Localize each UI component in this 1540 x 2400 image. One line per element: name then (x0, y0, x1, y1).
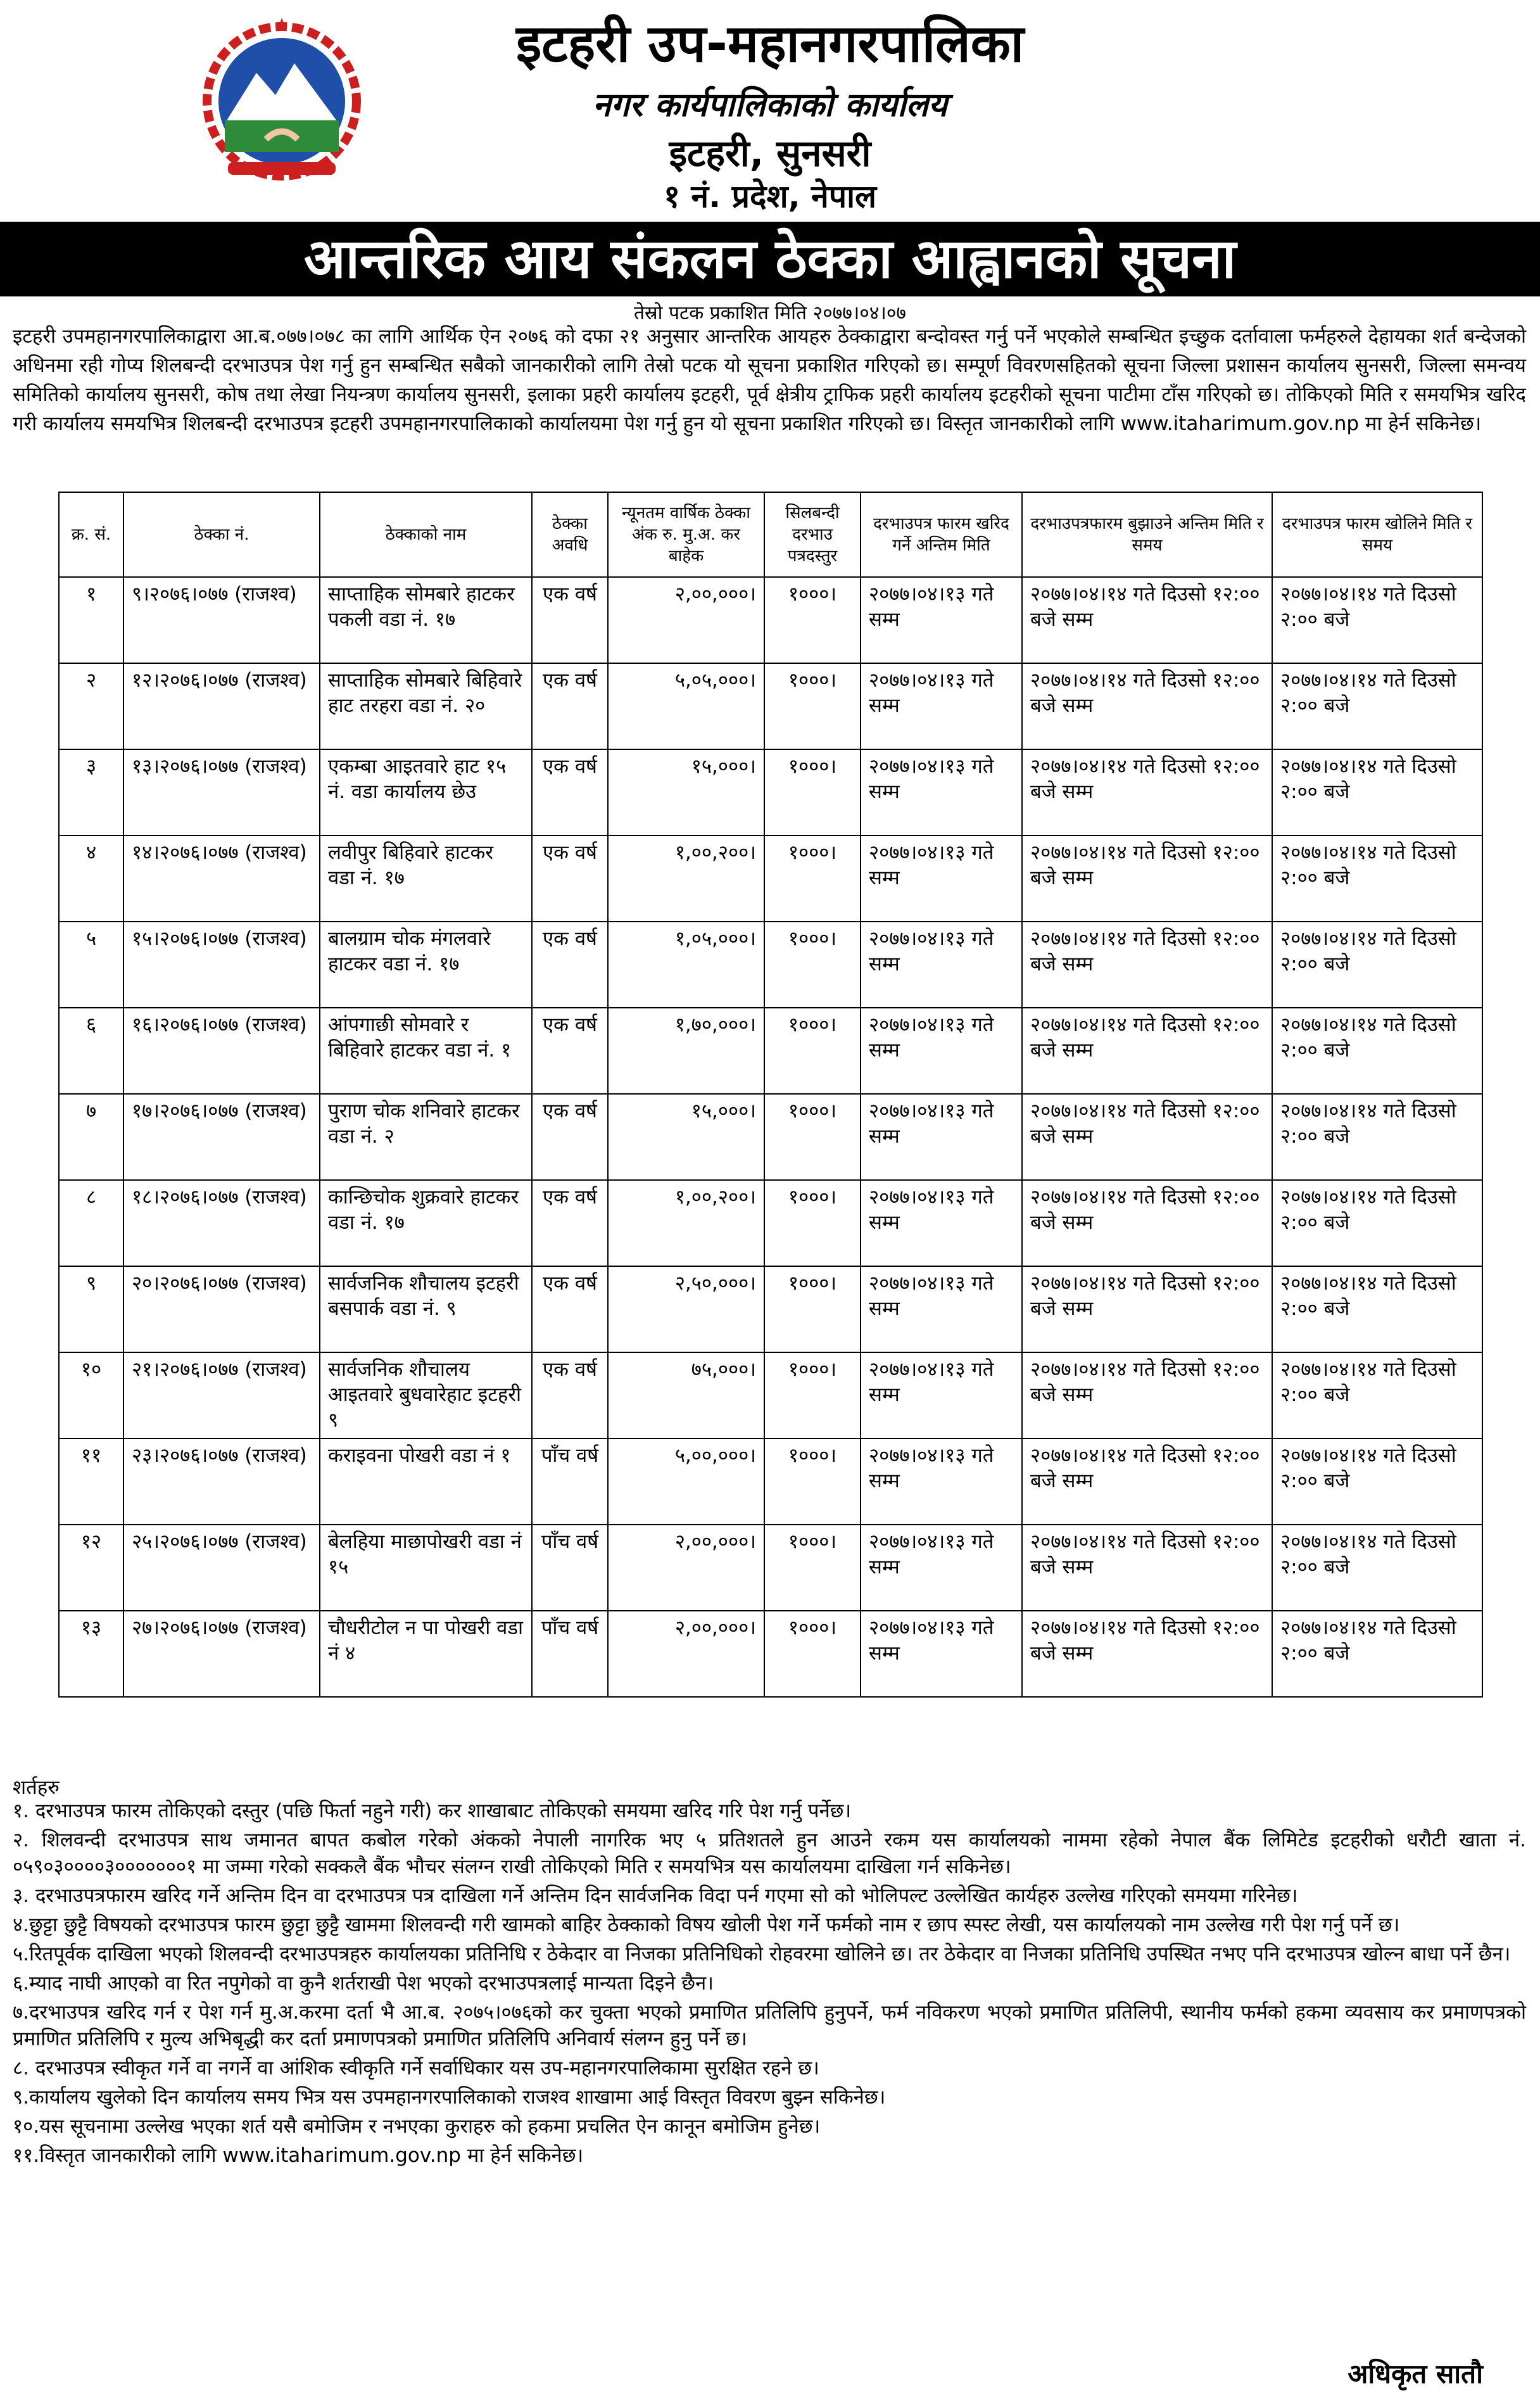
cell-contract-name: सार्वजनिक शौचालय आइतवारे बुधवारेहाट इटहरी ९ (320, 1352, 532, 1438)
cell-contract-name: सार्वजनिक शौचालय इटहरी बसपार्क वडा नं. ९ (320, 1266, 532, 1352)
cell-serial: ६ (59, 1008, 123, 1094)
cell-min-amount: १,०५,०००। (608, 922, 764, 1008)
cell-serial: १३ (59, 1611, 123, 1697)
term-item: ९.कार्यालय खुलेको दिन कार्यालय समय भित्र यस उपमहानगरपालिकाको राजश्व शाखामा आई विस्तृत विवरण बुझ्न सकिनेछ। (13, 2086, 886, 2109)
cell-serial: ४ (59, 835, 123, 922)
header-period: ठेक्का अवधि (532, 492, 608, 577)
cell-serial: ११ (59, 1438, 123, 1525)
cell-submit-date: २०७७।०४।१४ गते दिउसो १२:०० बजे सम्म (1022, 1180, 1272, 1266)
cell-submit-date: २०७७।०४।१४ गते दिउसो १२:०० बजे सम्म (1022, 1525, 1272, 1611)
cell-fee: १०००। (764, 1266, 861, 1352)
cell-contract-name: लवीपुर बिहिवारे हाटकर वडा नं. १७ (320, 835, 532, 922)
cell-fee: १०००। (764, 922, 861, 1008)
cell-submit-date: २०७७।०४।१४ गते दिउसो १२:०० बजे सम्म (1022, 835, 1272, 922)
cell-submit-date: २०७७।०४।१४ गते दिउसो १२:०० बजे सम्म (1022, 1008, 1272, 1094)
cell-buy-date: २०७७।०४।१३ गते सम्म (861, 1438, 1022, 1525)
cell-fee: १०००। (764, 1438, 861, 1525)
cell-contract-no: १५।२०७६।०७७ (राजश्व) (123, 922, 320, 1008)
cell-open-date: २०७७।०४।१४ गते दिउसो २:०० बजे (1272, 922, 1482, 1008)
cell-serial: ९ (59, 1266, 123, 1352)
cell-min-amount: २,००,०००। (608, 577, 764, 663)
cell-contract-name: कराइवना पोखरी वडा नं १ (320, 1438, 532, 1525)
cell-open-date: २०७७।०४।१४ गते दिउसो २:०० बजे (1272, 1008, 1482, 1094)
term-item: ४.छुट्टा छुट्टै विषयको दरभाउपत्र फारम छुट्टा छुट्टै खाममा शिलवन्दी गरी खामको बाहिर ठेक्काको विषय खोली पेश गर्ने फर्मको नाम र छाप स्पस्ट लेखी, यस कार्यालयको नाम उल्लेख गरी पेश गर्नु पर्ने छ। (13, 1914, 1400, 1936)
cell-fee: १०००। (764, 577, 861, 663)
cell-serial: ३ (59, 749, 123, 835)
term-item: ५.रितपूर्वक दाखिला भएको शिलवन्दी दरभाउपत्रहरु कार्यालयका प्रतिनिधि र ठेकेदार वा निजका प्रतिनिधिको रोहवरमा खोलिने छ। तर ठेकेदार वा निजका प्रतिनिधि उपस्थित नभए पनि दरभाउपत्र खोल्न बाधा पर्ने छैन। (13, 1943, 1511, 1965)
cell-serial: १० (59, 1352, 123, 1438)
cell-fee: १०००। (764, 1611, 861, 1697)
header-buy-date: दरभाउपत्र फारम खरिद गर्ने अन्तिम मिति (861, 492, 1022, 577)
cell-open-date: २०७७।०४।१४ गते दिउसो २:०० बजे (1272, 663, 1482, 749)
term-item: ११.विस्तृत जानकारीको लागि www.itaharimum.gov.np मा हेर्न सकिनेछ। (13, 2144, 584, 2167)
cell-open-date: २०७७।०४।१४ गते दिउसो २:०० बजे (1272, 749, 1482, 835)
cell-contract-name: पुराण चोक शनिवारे हाटकर वडा नं. २ (320, 1094, 532, 1180)
province-line: १ नं. प्रदेश, नेपाल (664, 178, 876, 215)
publication-date: तेस्रो पटक प्रकाशित मिति २०७७।०४।०७ (633, 302, 907, 324)
table-row (59, 1525, 1482, 1611)
cell-submit-date: २०७७।०४।१४ गते दिउसो १२:०० बजे सम्म (1022, 1438, 1272, 1525)
cell-contract-no: १४।२०७६।०७७ (राजश्व) (123, 835, 320, 922)
cell-submit-date: २०७७।०४।१४ गते दिउसो १२:०० बजे सम्म (1022, 663, 1272, 749)
cell-period: एक वर्ष (532, 1266, 608, 1352)
terms-list (13, 1798, 1526, 2171)
cell-buy-date: २०७७।०४।१३ गते सम्म (861, 1094, 1022, 1180)
cell-fee: १०००। (764, 1352, 861, 1438)
cell-period: एक वर्ष (532, 835, 608, 922)
municipality-name: इटहरी उप-महानगरपालिका (516, 14, 1024, 74)
cell-period: एक वर्ष (532, 1008, 608, 1094)
table-row (59, 835, 1482, 922)
cell-contract-no: १८।२०७६।०७७ (राजश्व) (123, 1180, 320, 1266)
cell-buy-date: २०७७।०४।१३ गते सम्म (861, 1525, 1022, 1611)
office-name: नगर कार्यपालिकाको कार्यालय (592, 86, 948, 124)
cell-buy-date: २०७७।०४।१३ गते सम्म (861, 577, 1022, 663)
term-item: १०.यस सूचनामा उल्लेख भएका शर्त यसै बमोजिम र नभएका कुराहरु को हकमा प्रचलित ऐन कानून बमोजिम हुनेछ। (13, 2115, 821, 2138)
cell-period: एक वर्ष (532, 1352, 608, 1438)
office-location: इटहरी, सुनसरी (669, 132, 871, 175)
table-row (59, 1266, 1482, 1352)
cell-contract-name: कान्छिचोक शुक्रवारे हाटकर वडा नं. १७ (320, 1180, 532, 1266)
cell-period: एक वर्ष (532, 663, 608, 749)
cell-fee: १०००। (764, 835, 861, 922)
cell-min-amount: ५,००,०००। (608, 1438, 764, 1525)
cell-buy-date: २०७७।०४।१३ गते सम्म (861, 1266, 1022, 1352)
cell-open-date: २०७७।०४।१४ गते दिउसो २:०० बजे (1272, 1180, 1482, 1266)
cell-min-amount: २,००,०००। (608, 1611, 764, 1697)
cell-contract-no: २३।२०७६।०७७ (राजश्व) (123, 1438, 320, 1525)
cell-contract-name: साप्ताहिक सोमबारे हाटकर पकली वडा नं. १७ (320, 577, 532, 663)
cell-period: पाँच वर्ष (532, 1611, 608, 1697)
cell-contract-no: १६।२०७६।०७७ (राजश्व) (123, 1008, 320, 1094)
cell-open-date: २०७७।०४।१४ गते दिउसो २:०० बजे (1272, 835, 1482, 922)
cell-contract-name: चौधरीटोल न पा पोखरी वडा नं ४ (320, 1611, 532, 1697)
cell-open-date: २०७७।०४।१४ गते दिउसो २:०० बजे (1272, 1525, 1482, 1611)
term-item: १. दरभाउपत्र फारम तोकिएको दस्तुर (पछि फिर्ता नहुने गरी) कर शाखाबाट तोकिएको समयमा खरिद गरि पेश गर्नु पर्नेछ। (13, 1800, 852, 1822)
cell-min-amount: ५,०५,०००। (608, 663, 764, 749)
cell-contract-name: आंपगाछी सोमवारे र बिहिवारे हाटकर वडा नं. १ (320, 1008, 532, 1094)
cell-serial: ५ (59, 922, 123, 1008)
cell-contract-name: एकम्बा आइतवारे हाट १५ नं. वडा कार्यालय छेउ (320, 749, 532, 835)
cell-fee: १०००। (764, 1525, 861, 1611)
cell-serial: ७ (59, 1094, 123, 1180)
header-submit-date: दरभाउपत्रफारम बुझाउने अन्तिम मिति र समय (1022, 492, 1272, 577)
cell-submit-date: २०७७।०४।१४ गते दिउसो १२:०० बजे सम्म (1022, 922, 1272, 1008)
terms-heading: शर्तहरु (13, 1776, 60, 1799)
cell-period: पाँच वर्ष (532, 1438, 608, 1525)
table-row (59, 1094, 1482, 1180)
cell-open-date: २०७७।०४।१४ गते दिउसो २:०० बजे (1272, 577, 1482, 663)
cell-serial: ८ (59, 1180, 123, 1266)
cell-min-amount: १,००,२००। (608, 835, 764, 922)
cell-min-amount: १५,०००। (608, 1094, 764, 1180)
cell-open-date: २०७७।०४।१४ गते दिउसो २:०० बजे (1272, 1094, 1482, 1180)
cell-buy-date: २०७७।०४।१३ गते सम्म (861, 1180, 1022, 1266)
table-row (59, 577, 1482, 663)
cell-contract-name: बेलहिया माछापोखरी वडा नं १५ (320, 1525, 532, 1611)
header (0, 0, 1540, 222)
cell-contract-no: १७।२०७६।०७७ (राजश्व) (123, 1094, 320, 1180)
cell-submit-date: २०७७।०४।१४ गते दिउसो १२:०० बजे सम्म (1022, 1352, 1272, 1438)
header-contract-no: ठेक्का नं. (123, 492, 320, 577)
cell-buy-date: २०७७।०४।१३ गते सम्म (861, 1352, 1022, 1438)
signature: अधिकृत सातौ (1348, 2358, 1483, 2389)
cell-fee: १०००। (764, 1094, 861, 1180)
cell-min-amount: ७५,०००। (608, 1352, 764, 1438)
table-header-row (59, 492, 1482, 577)
table-row (59, 663, 1482, 749)
cell-open-date: २०७७।०४।१४ गते दिउसो २:०० बजे (1272, 1266, 1482, 1352)
term-item: २. शिलवन्दी दरभाउपत्र साथ जमानत बापत कबोल गरेको अंकको नेपाली नागरिक भए ५ प्रतिशतले हुन आउने रकम यस कार्यालयको नाममा रहेको नेपाल बैंक लिमिटेड इटहरीको धरौटी खाता नं. ०५९०३००००३०००००००१ मा जम्मा गरेको सक्कलै बैंक भौचर संलग्न राखी तोकिएको मिति र समयभित्र यस कार्यालयमा दाखिला गर्न सकिनेछ। (13, 1829, 1526, 1878)
cell-open-date: २०७७।०४।१४ गते दिउसो २:०० बजे (1272, 1438, 1482, 1525)
cell-contract-no: ९।२०७६।०७७ (राजश्व) (123, 577, 320, 663)
intro-paragraph: इटहरी उपमहानगरपालिकाद्वारा आ.ब.०७७।०७८ का लागि आर्थिक ऐन २०७६ को दफा २१ अनुसार आन्तरिक आयहरु ठेक्काद्वारा बन्दोवस्त गर्नु पर्ने भएकोले सम्बन्धित इच्छुक दर्तावाला फर्महरुले देहायका शर्त बन्देजको अधिनमा रही गोप्य शिलबन्दी दरभाउपत्र पेश गर्नु हुन सम्बन्धित सबैको जानकारीको लागि तेस्रो पटक यो सूचना प्रकाशित गरिएको छ। सम्पूर्ण विवरणसहितको सूचना जिल्ला प्रशासन कार्यालय सुनसरी, जिल्ला समन्वय समितिको कार्यालय सुनसरी, कोष तथा लेखा नियन्त्रण कार्यालय सुनसरी, इलाका प्रहरी कार्यालय इटहरी, पूर्व क्षेत्रीय ट्राफिक प्रहरी कार्यालय इटहरीको सूचना पाटीमा टाँस गरिएको छ। तोकिएको मिति र समयभित्र खरिद गरी कार्यालय समयभित्र शिलबन्दी दरभाउपत्र इटहरी उपमहानगरपालिकाको कार्यालयमा पेश गर्नु हुन यो सूचना प्रकाशित गरिएको छ। विस्तृत जानकारीको लागि www.itaharimum.gov.np मा हेर्न सकिनेछ। (13, 325, 1526, 435)
cell-buy-date: २०७७।०४।१३ गते सम्म (861, 749, 1022, 835)
cell-fee: १०००। (764, 663, 861, 749)
table-row (59, 1611, 1482, 1697)
cell-buy-date: २०७७।०४।१३ गते सम्म (861, 835, 1022, 922)
cell-period: एक वर्ष (532, 922, 608, 1008)
cell-serial: १२ (59, 1525, 123, 1611)
cell-contract-name: साप्ताहिक सोमबारे बिहिवारे हाट तरहरा वडा नं. २० (320, 663, 532, 749)
cell-period: एक वर्ष (532, 577, 608, 663)
term-item: ७.दरभाउपत्र खरिद गर्न र पेश गर्न मु.अ.करमा दर्ता भै आ.ब. २०७५।०७६को कर चुक्ता भएको प्रमाणित प्रतिलिपि हुनुपर्ने, फर्म नविकरण भएको प्रमाणित प्रतिलिपी, स्थानीय फर्मको हकमा व्यवसाय कर प्रमाणपत्रको प्रमाणित प्रतिलिपि र मुल्य अभिबृद्धी कर दर्ता प्रमाणपत्रको प्रमाणित प्रतिलिपि अनिवार्य संलग्न हुनु पर्ने छ। (13, 2001, 1526, 2050)
term-item: ६.म्याद नाघी आएको वा रित नपुगेको वा कुनै शर्तराखी पेश भएको दरभाउपत्रलाई मान्यता दिइने छैन। (13, 1972, 714, 1995)
cell-buy-date: २०७७।०४।१३ गते सम्म (861, 663, 1022, 749)
cell-open-date: २०७७।०४।१४ गते दिउसो २:०० बजे (1272, 1352, 1482, 1438)
header-contract-name: ठेक्काको नाम (320, 492, 532, 577)
cell-buy-date: २०७७।०४।१३ गते सम्म (861, 1008, 1022, 1094)
cell-contract-no: २०।२०७६।०७७ (राजश्व) (123, 1266, 320, 1352)
cell-serial: १ (59, 577, 123, 663)
cell-contract-no: २१।२०७६।०७७ (राजश्व) (123, 1352, 320, 1438)
cell-contract-no: १२।२०७६।०७७ (राजश्व) (123, 663, 320, 749)
table-row (59, 1008, 1482, 1094)
tender-table (58, 492, 1483, 1698)
table-row (59, 1180, 1482, 1266)
cell-period: एक वर्ष (532, 1094, 608, 1180)
cell-fee: १०००। (764, 1008, 861, 1094)
term-item: ३. दरभाउपत्रफारम खरिद गर्ने अन्तिम दिन वा दरभाउपत्र पत्र दाखिला गर्ने अन्तिम दिन सार्वजनिक विदा पर्न गएमा सो को भोलिपल्ट उल्लेखित कार्यहरु उल्लेख गरिएको समयमा गरिनेछ। (13, 1884, 1298, 1907)
table-row (59, 1438, 1482, 1525)
cell-fee: १०००। (764, 1180, 861, 1266)
table-row (59, 749, 1482, 835)
term-item: ८. दरभाउपत्र स्वीकृत गर्ने वा नगर्ने वा आंशिक स्वीकृति गर्ने सर्वाधिकार यस उप-महानगरपालिकामा सुरक्षित रहने छ। (13, 2057, 819, 2079)
cell-min-amount: १५,०००। (608, 749, 764, 835)
notice-title: आन्तरिक आय संकलन ठेक्का आह्वानको सूचना (0, 222, 1540, 296)
header-open-date: दरभाउपत्र फारम खोलिने मिति र समय (1272, 492, 1482, 577)
cell-fee: १०००। (764, 749, 861, 835)
cell-min-amount: १,००,२००। (608, 1180, 764, 1266)
cell-open-date: २०७७।०४।१४ गते दिउसो २:०० बजे (1272, 1611, 1482, 1697)
cell-submit-date: २०७७।०४।१४ गते दिउसो १२:०० बजे सम्म (1022, 1266, 1272, 1352)
cell-submit-date: २०७७।०४।१४ गते दिउसो १२:०० बजे सम्म (1022, 577, 1272, 663)
cell-submit-date: २०७७।०४।१४ गते दिउसो १२:०० बजे सम्म (1022, 749, 1272, 835)
tender-table-body (59, 577, 1482, 1697)
header-fee: सिलबन्दी दरभाउ पत्रदस्तुर (764, 492, 861, 577)
table-row (59, 1352, 1482, 1438)
cell-min-amount: १,७०,०००। (608, 1008, 764, 1094)
cell-buy-date: २०७७।०४।१३ गते सम्म (861, 922, 1022, 1008)
cell-contract-no: २५।२०७६।०७७ (राजश्व) (123, 1525, 320, 1611)
cell-serial: २ (59, 663, 123, 749)
table-row (59, 922, 1482, 1008)
cell-submit-date: २०७७।०४।१४ गते दिउसो १२:०० बजे सम्म (1022, 1611, 1272, 1697)
cell-contract-no: २७।२०७६।०७७ (राजश्व) (123, 1611, 320, 1697)
cell-min-amount: २,००,०००। (608, 1525, 764, 1611)
cell-period: पाँच वर्ष (532, 1525, 608, 1611)
cell-submit-date: २०७७।०४।१४ गते दिउसो १२:०० बजे सम्म (1022, 1094, 1272, 1180)
cell-buy-date: २०७७।०४।१३ गते सम्म (861, 1611, 1022, 1697)
header-serial: क्र. सं. (59, 492, 123, 577)
cell-period: एक वर्ष (532, 749, 608, 835)
cell-period: एक वर्ष (532, 1180, 608, 1266)
cell-min-amount: २,५०,०००। (608, 1266, 764, 1352)
header-min-amount: न्यूनतम वार्षिक ठेक्का अंक रु. मु.अ. कर बाहेक (608, 492, 764, 577)
cell-contract-name: बालग्राम चोक मंगलवारे हाटकर वडा नं. १७ (320, 922, 532, 1008)
cell-contract-no: १३।२०७६।०७७ (राजश्व) (123, 749, 320, 835)
